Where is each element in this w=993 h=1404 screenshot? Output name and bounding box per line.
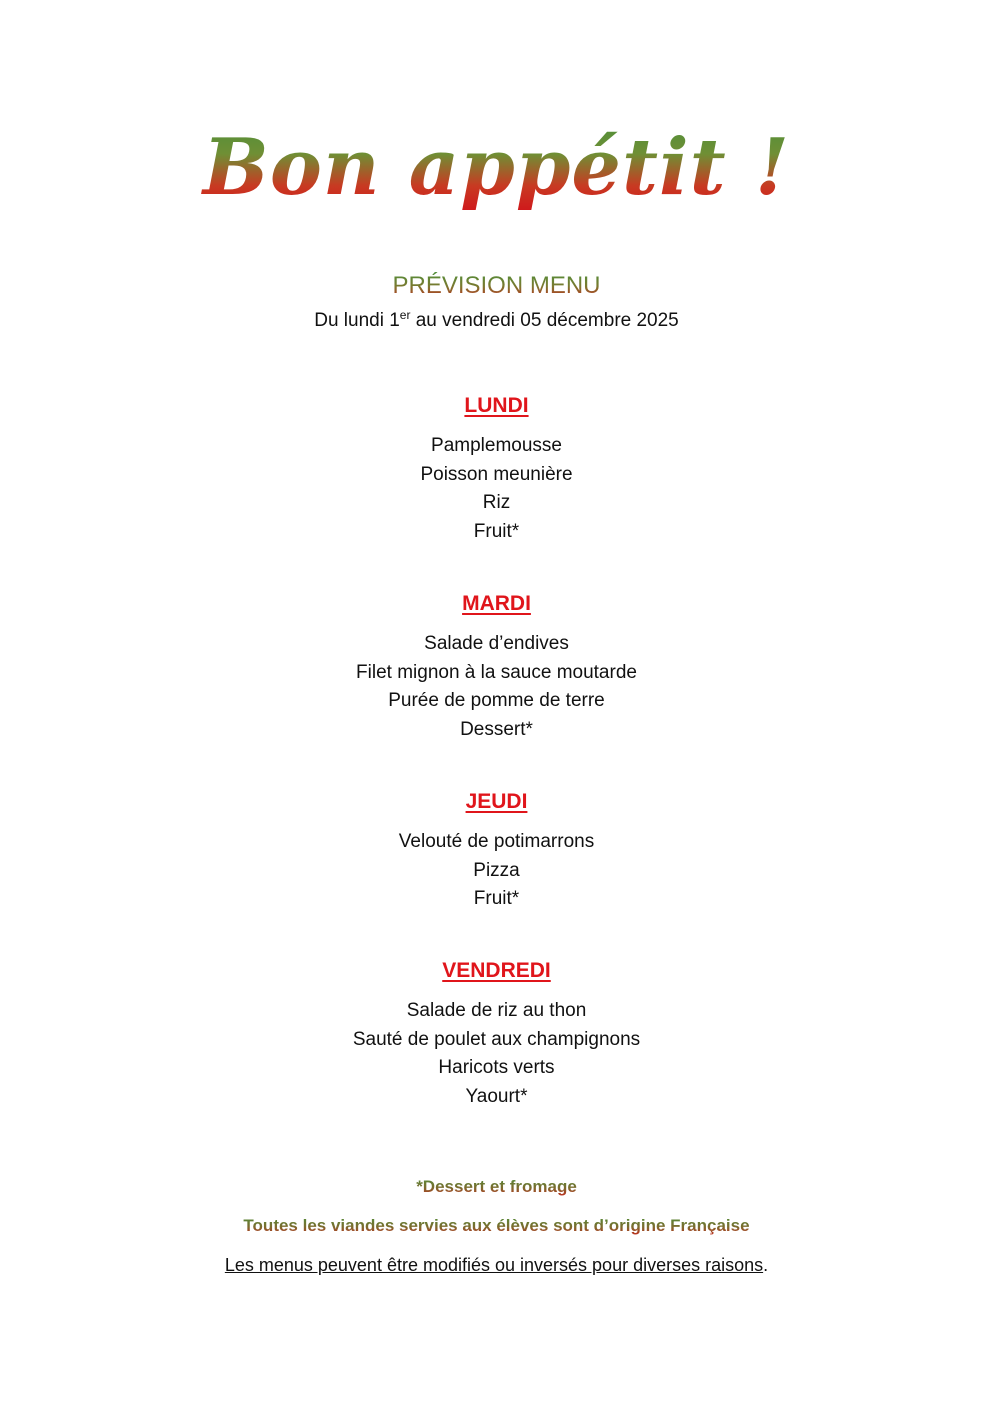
day-title: LUNDI	[464, 394, 529, 417]
dish-list	[0, 630, 993, 744]
dish-item: Sauté de poulet aux champignons	[352, 1028, 641, 1050]
dish-item: Fruit*	[473, 888, 520, 909]
day-monday	[0, 394, 993, 546]
dish-list	[0, 432, 993, 546]
dessert-note: *Dessert et fromage	[0, 1177, 993, 1197]
day-title: MARDI	[462, 592, 531, 615]
dish-item: Filet mignon à la sauce moutarde	[356, 661, 637, 683]
disclaimer	[0, 1255, 993, 1276]
day-thursday	[0, 790, 993, 914]
dish-item: Riz	[482, 492, 511, 513]
date-range	[0, 310, 993, 332]
dish-item: Haricots verts	[438, 1057, 555, 1078]
dish-list	[0, 997, 993, 1111]
meat-origin-note: Toutes les viandes servies aux élèves sont d’origine Française	[0, 1216, 993, 1236]
date-suffix: au vendredi 05 décembre 2025	[410, 310, 679, 331]
page-title: Bon appétit !	[0, 122, 993, 213]
day-friday	[0, 959, 993, 1111]
dish-item: Velouté de potimarrons	[398, 831, 595, 852]
date-prefix: Du lundi 1	[314, 310, 400, 331]
day-title: VENDREDI	[442, 959, 551, 982]
dish-item: Salade d’endives	[424, 633, 569, 654]
date-superscript: er	[399, 308, 411, 322]
day-title: JEUDI	[465, 790, 528, 813]
dish-item: Pizza	[473, 859, 520, 881]
dish-item: Poisson meunière	[420, 463, 573, 485]
disclaimer-text: Les menus peuvent être modifiés ou inversés pour diverses raisons	[224, 1255, 764, 1275]
dish-item: Fruit*	[473, 520, 520, 542]
disclaimer-period: .	[763, 1255, 769, 1275]
menu-subtitle: PRÉVISION MENU	[0, 272, 993, 300]
dish-item: Pamplemousse	[431, 435, 562, 456]
dish-item: Yaourt*	[465, 1085, 528, 1107]
dish-item: Salade de riz au thon	[406, 1000, 587, 1021]
dish-item: Purée de pomme de terre	[388, 690, 605, 711]
dish-list	[0, 828, 993, 914]
day-tuesday	[0, 592, 993, 744]
dish-item: Dessert*	[460, 718, 533, 740]
